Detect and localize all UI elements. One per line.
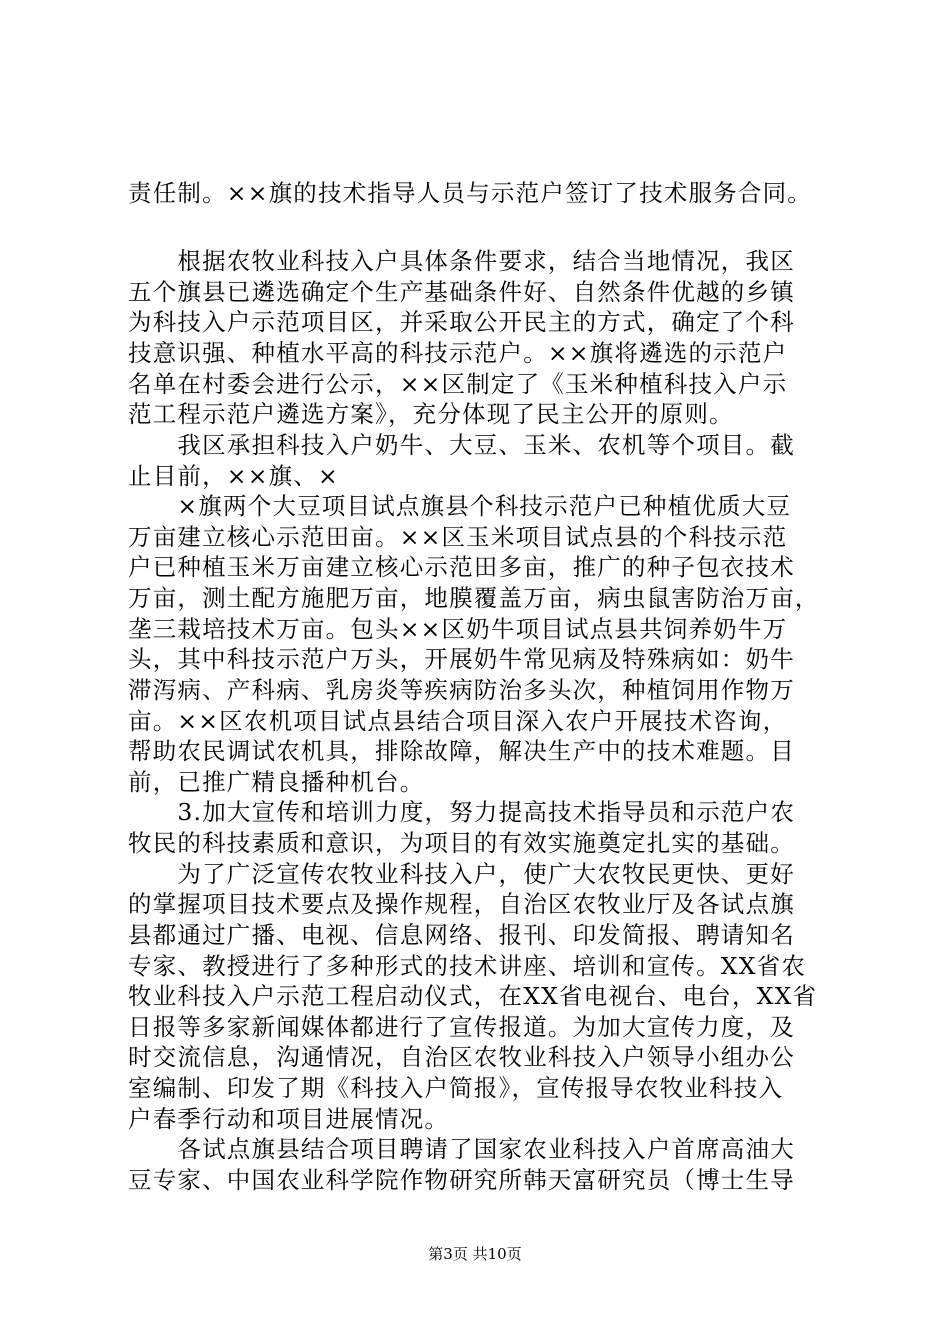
text-line: 时交流信息，沟通情况，自治区农牧业科技入户领导小组办公 — [128, 1043, 795, 1071]
text-line: 根据农牧业科技入户具体条件要求，结合当地情况，我区 — [128, 247, 795, 275]
text-line: 技意识强、种植水平高的科技示范户。××旗将遴选的示范户 — [128, 339, 788, 367]
text-line: 我区承担科技入户奶牛、大豆、玉米、农机等个项目。截 — [128, 431, 795, 459]
text-line: 头，其中科技示范户万头，开展奶牛常见病及特殊病如：奶牛 — [128, 645, 795, 673]
text-line: 专家、教授进行了多种形式的技术讲座、培训和宣传。XX省农 — [128, 952, 807, 980]
text-line: 名单在村委会进行公示，××区制定了《玉米种植科技入户示 — [128, 370, 788, 398]
text-line: 县都通过广播、电视、信息网络、报刊、印发简报、聘请知名 — [128, 921, 795, 949]
text-line: 滞泻病、产科病、乳房炎等疾病防治多头次，种植饲用作物万 — [128, 676, 795, 704]
text-line: 的掌握项目技术要点及操作规程，自治区农牧业厅及各试点旗 — [128, 890, 795, 918]
text-line: 日报等多家新闻媒体都进行了宣传报道。为加大宣传力度，及 — [128, 1013, 795, 1041]
text-line: 亩。××区农机项目试点县结合项目深入农户开展技术咨询， — [128, 707, 788, 735]
text-line: 五个旗县已遴选确定个生产基础条件好、自然条件优越的乡镇 — [128, 278, 795, 306]
text-line: 为了广泛宣传农牧业科技入户，使广大农牧民更快、更好 — [128, 860, 795, 888]
text-line: 户已种植玉米万亩建立核心示范田多亩，推广的种子包衣技术 — [128, 553, 795, 581]
text-line: 前，已推广精良播种机台。 — [128, 768, 425, 796]
text-line: 牧民的科技素质和意识，为项目的有效实施奠定扎实的基础。 — [128, 829, 795, 857]
text-line: 范工程示范户遴选方案》，充分体现了民主公开的原则。 — [128, 400, 734, 428]
text-line: 止目前，××旗、× — [128, 462, 339, 490]
text-line: 3.加大宣传和培训力度，努力提高技术指导员和示范户农 — [128, 798, 796, 826]
text-line: 万亩建立核心示范田亩。××区玉米项目试点县的个科技示范 — [128, 523, 788, 551]
text-line: 各试点旗县结合项目聘请了国家农业科技入户首席高油大 — [128, 1135, 795, 1163]
page-footer: 第3页 共10页 — [428, 1245, 522, 1263]
text-line: 为科技入户示范项目区，并采取公开民主的方式，确定了个科 — [128, 308, 795, 336]
text-line: 责任制。××旗的技术指导人员与示范户签订了技术服务合同。 — [128, 179, 812, 207]
text-line: 帮助农民调试农机具，排除故障，解决生产中的技术难题。目 — [128, 737, 795, 765]
text-line: 室编制、印发了期《科技入户简报》，宣传报导农牧业科技入 — [128, 1074, 784, 1102]
text-line: 牧业科技入户示范工程启动仪式，在XX省电视台、电台，XX省 — [128, 982, 818, 1010]
text-line: ×旗两个大豆项目试点旗县个科技示范户已种植优质大豆 — [128, 492, 792, 520]
text-line: 垄三栽培技术万亩。包头××区奶牛项目试点县共饲养奶牛万 — [128, 615, 788, 643]
text-line: 豆专家、中国农业科学院作物研究所韩天富研究员（博士生导 — [128, 1166, 795, 1194]
text-line: 户春季行动和项目进展情况。 — [128, 1105, 450, 1133]
text-line: 万亩，测土配方施肥万亩，地膜覆盖万亩，病虫鼠害防治万亩， — [128, 584, 820, 612]
